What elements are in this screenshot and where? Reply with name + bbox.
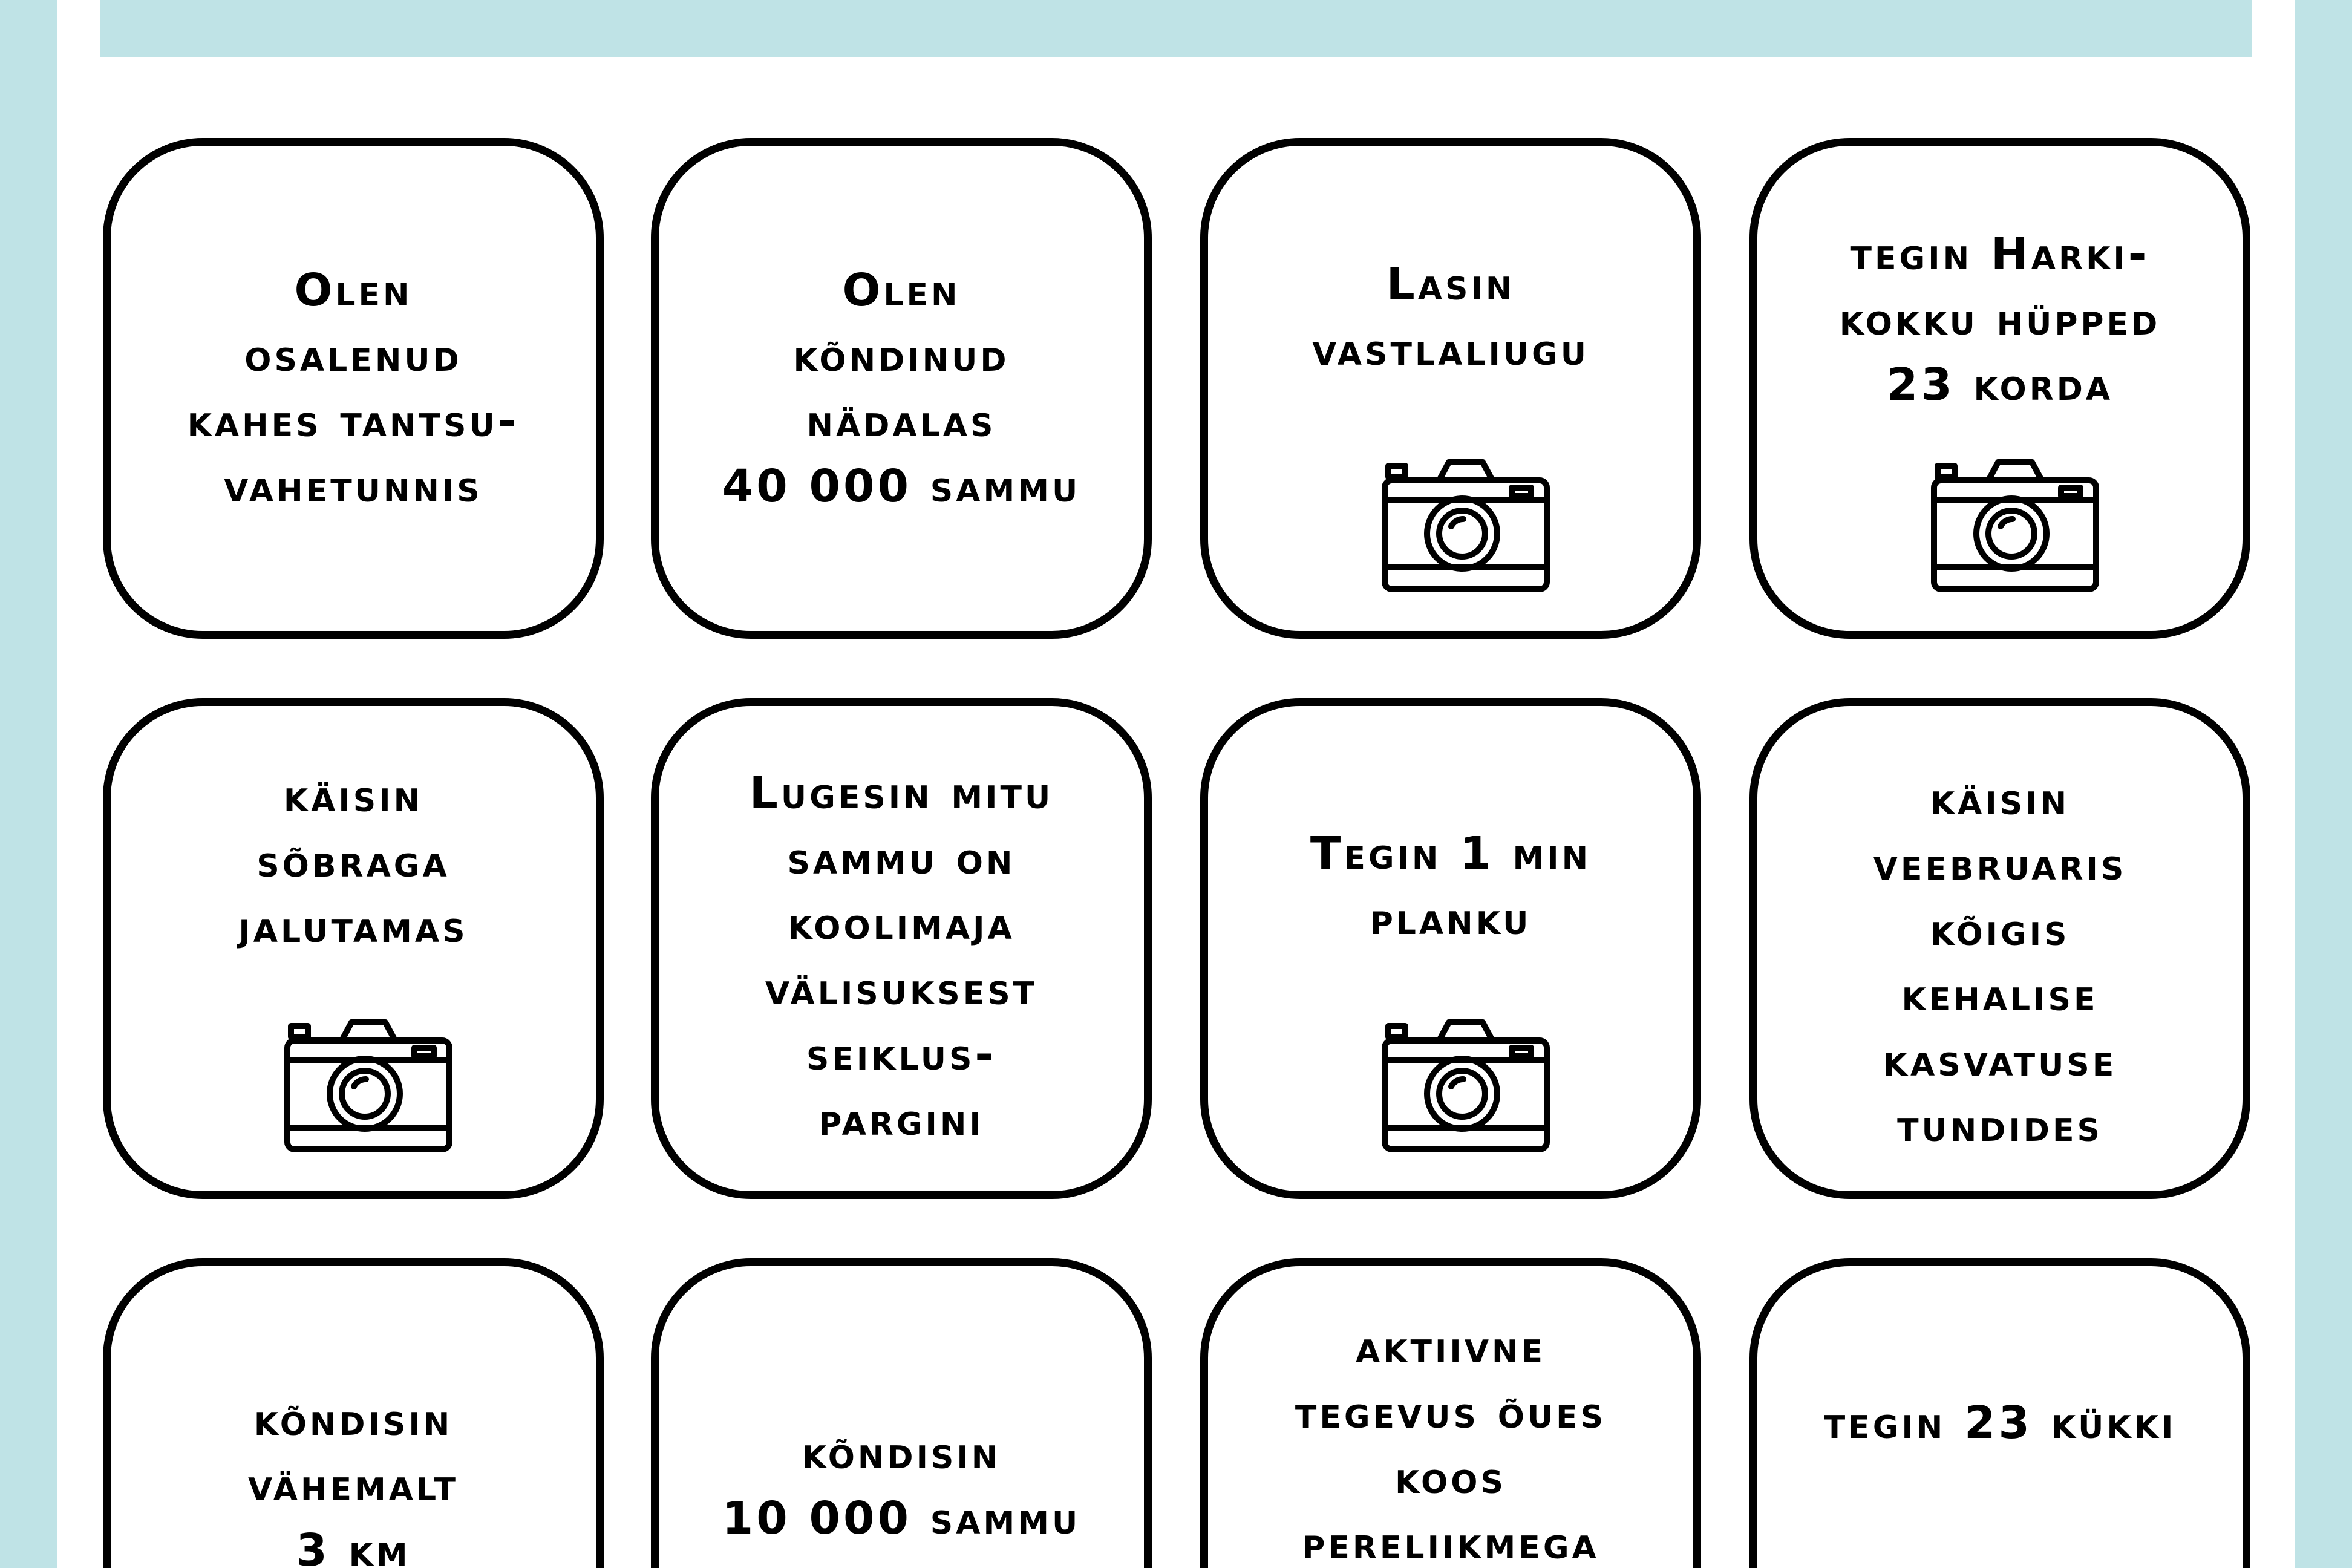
bingo-card	[1749, 698, 2250, 1199]
bingo-card	[1200, 138, 1701, 639]
camera-icon	[1930, 456, 2100, 595]
card-text: kõndisin vähemalt 3 km	[248, 1394, 459, 1568]
camera-icon	[1381, 1016, 1550, 1155]
bingo-card	[103, 1258, 604, 1568]
bingo-card	[651, 1258, 1152, 1568]
bingo-card	[103, 138, 604, 639]
bingo-card	[651, 698, 1152, 1199]
bingo-card	[651, 138, 1152, 639]
card-text: tegin Harki- kokku hüpped 23 korda	[1839, 228, 2161, 411]
card-text: käisin sõbraga jalutamas	[238, 770, 468, 953]
card-text: kõndisin 10 000 sammu	[722, 1427, 1081, 1544]
camera-icon	[1381, 456, 1550, 595]
card-text: Lasin vastlaliugu	[1312, 258, 1589, 376]
card-text: käisin veebruaris kõigis kehalise kasvatuse tundides	[1873, 773, 2127, 1152]
bingo-card	[1749, 138, 2250, 639]
bingo-card	[103, 698, 604, 1199]
card-text: tegin 23 kükki	[1823, 1397, 2177, 1449]
card-text: Lugesin mitu sammu on koolimaja välisuksest seiklus- pargini	[749, 767, 1054, 1146]
camera-icon	[284, 1016, 453, 1155]
card-text: Tegin 1 min planku	[1310, 828, 1592, 945]
bingo-card	[1749, 1258, 2250, 1568]
bingo-sheet	[57, 0, 2295, 1568]
bingo-card	[1200, 698, 1701, 1199]
card-text: aktiivne tegevus õues koos pereliikmega	[1295, 1321, 1607, 1568]
card-text: Olen osalenud kahes tantsu- vahetunnis	[187, 264, 520, 512]
card-text: Olen kõndinud nädalas 40 000 sammu	[722, 264, 1081, 512]
bingo-card	[1200, 1258, 1701, 1568]
header-band	[100, 0, 2252, 57]
